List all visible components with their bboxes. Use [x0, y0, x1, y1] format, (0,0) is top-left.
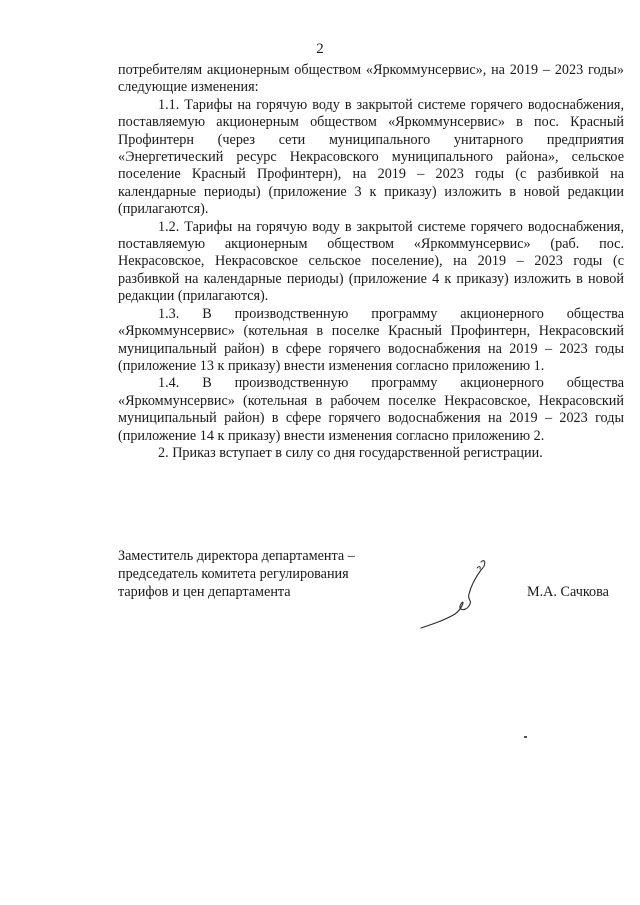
- signer-title-line: председатель комитета регулирования: [118, 566, 349, 582]
- paragraph-1-1: 1.1. Тарифы на горячую воду в закрытой системе горячего водоснабжения, поставляемую акционерным обществом «Яркоммунсервис» в пос. Красный Профинтерн (через сети муниципального унитарного предприятия «Энергетический ресурс Некрасовского муниципального района», сельское поселение Красный Профинтерн), на 2019 – 2023 годы (с разбивкой на календарные периоды) (приложение 3 к приказу) изложить в новой редакции (прилагаются).: [118, 96, 624, 218]
- signer-title-line: тарифов и цен департамента: [118, 584, 291, 600]
- paragraph-1-2: 1.2. Тарифы на горячую воду в закрытой системе горячего водоснабжения, поставляемую акционерным обществом «Яркоммунсервис» (раб. пос. Некрасовское, Некрасовское сельское поселение), на 2019 – 2023 годы (с разбивкой на календарные периоды) (приложение 4 к приказу) изложить в новой редакции (прилагаются).: [118, 218, 624, 305]
- paragraph-intro: потребителям акционерным обществом «Яркоммунсервис», на 2019 – 2023 годы» следующие изменения:: [118, 62, 624, 96]
- paragraph-2: 2. Приказ вступает в силу со дня государственной регистрации.: [158, 444, 543, 461]
- page-number: 2: [316, 41, 324, 57]
- paragraph-1-3: 1.3. В производственную программу акционерного общества «Яркоммунсервис» (котельная в поселке Красный Профинтерн, Некрасовский муниципальный район) в сфере горячего водоснабжения на 2019 – 2023 годы (приложение 13 к приказу) внести изменения согласно приложению 1.: [118, 305, 624, 374]
- document-body: [118, 62, 624, 462]
- signer-title: [118, 547, 408, 601]
- paragraph-1-4: 1.4. В производственную программу акционерного общества «Яркоммунсервис» (котельная в рабочем поселке Некрасовское, Некрасовский муниципальный район) в сфере горячего водоснабжения на 2019 – 2023 годы (приложение 14 к приказу) внести изменения согласно приложению 2.: [118, 375, 624, 444]
- handwritten-signature: [415, 556, 495, 630]
- scan-artifact: [524, 736, 527, 738]
- signer-name: М.А. Сачкова: [527, 584, 609, 600]
- signer-title-line: Заместитель директора департамента –: [118, 548, 355, 564]
